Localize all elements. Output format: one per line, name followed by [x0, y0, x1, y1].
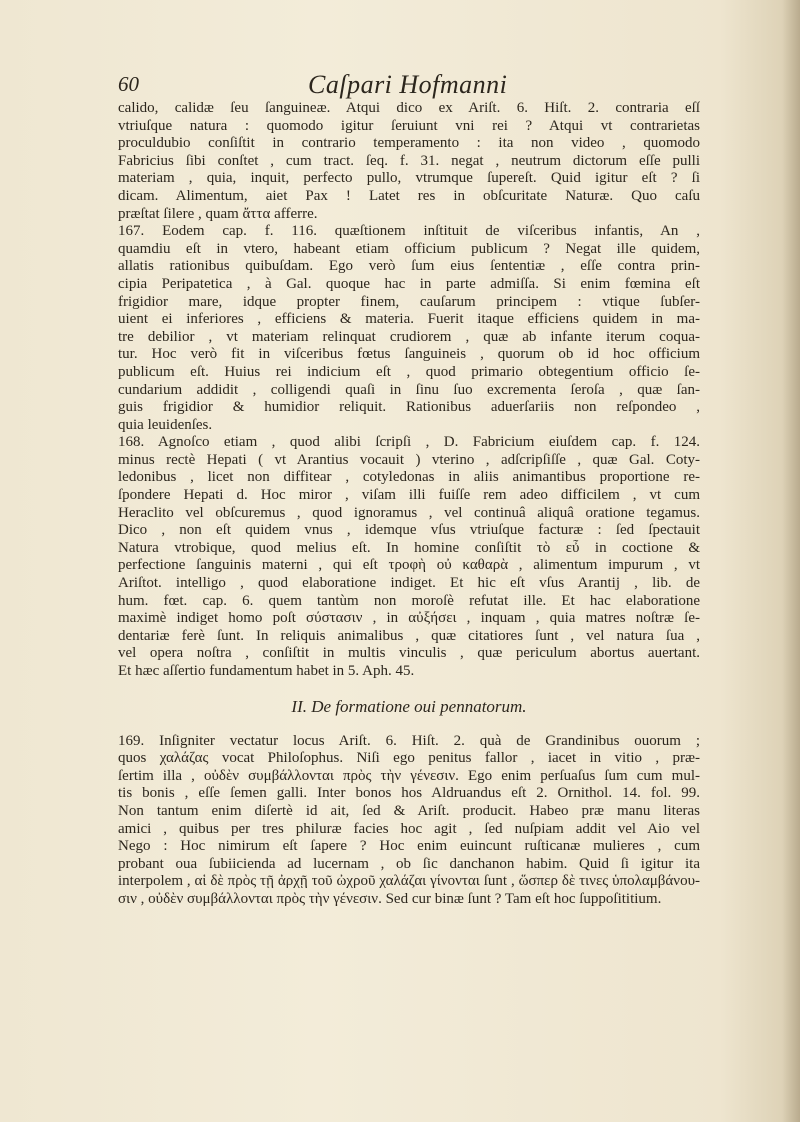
text-line: Fabricius ſibi conſtet , cum tract. ſeq. f. 31. negat , neutrum dictorum eſſe pulli	[118, 152, 700, 169]
text-line: amici , quibus per tres philuræ facies hoc agit , ſed nuſpiam addit vel Aio vel	[118, 820, 700, 837]
text-line: interpolem , αἱ δὲ πρὸς τῇ ἀρχῇ τοῦ ὠχροῦ χαλάζαι γίνονται ſunt , ὥσπερ δὲ τινες ὑπολαμβάνου-	[118, 873, 700, 890]
text-line: cundarium addidit , colligendi quaſi in ſinu ſuo excrementa ſeroſa , quæ ſan-	[118, 381, 700, 398]
text-line: allatis rationibus quibuſdam. Ego verò ſum eius ſententiæ , eſſe contra prin-	[118, 258, 700, 275]
page-edge-shadow	[782, 0, 800, 1122]
text-line: quos χαλάζας vocat Philoſophus. Niſi ego penitus fallor , iacet in vitio , præ-	[118, 750, 700, 767]
text-line: Non tantum enim diſertè id ait, ſed & Ariſt. producit. Habeo præ manu literas	[118, 802, 700, 819]
text-line: præſtat ſilere , quam ἄττα afferre.	[118, 205, 318, 222]
text-line: guis frigidior & humidior reliquit. Rationibus aduerſariis non reſpondeo ,	[118, 399, 700, 416]
text-line: materiam , quia, inquit, perfecto pullo, vtrumque ſupereſt. Quid igitur eſt ? ſi	[118, 170, 700, 187]
text-line: quia leuidenſes.	[118, 416, 213, 433]
text-line: dicam. Alimentum, aiet Pax ! Latet res in obſcuritate Naturæ. Quo caſu	[118, 187, 700, 204]
text-line: Dico , non eſt quidem vnus , idemque vſus vtriuſque facturæ : ſed ſpectauit	[118, 522, 700, 539]
text-line: minus rectè Hepati ( vt Arantius vocauit ) vterino , adſcripſiſſe , quæ Gal. Coty-	[118, 451, 700, 468]
text-line: 169. Inſigniter vectatur locus Ariſt. 6. Hiſt. 2. quà de Grandinibus ouorum ;	[118, 732, 700, 749]
text-line: hum. fœt. cap. 6. quem tantùm non moroſè refutat ille. Et hac elaboratione	[118, 592, 700, 609]
text-line: ſpondere Hepati d. Hoc miror , viſam illi fuiſſe rem adeo difficilem , vt cum	[118, 487, 700, 504]
text-line: tis bonis , eſſe ſemen galli. Inter bonos hos Aldruandus eſt 2. Ornithol. 14. fol. 99.	[118, 785, 700, 802]
text-line: tur. Hoc verò fit in viſceribus fœtus ſanguineis , quorum ob id hoc officium	[118, 346, 700, 363]
text-line: uient ei inferiores , efficiens & materia. Fuerit itaque efficiens quidem in ma-	[118, 311, 700, 328]
paragraph-block-a	[118, 100, 700, 681]
text-line: ledonibus , licet non diffitear , cotyledonas in aliis animantibus proportione re-	[118, 469, 700, 486]
text-line: proculdubio conſiſtit in contrario temperamento : ita non video , quomodo	[118, 135, 700, 152]
text-line: probant oua ſubiicienda ad lucernam , ob ſic danchanon habim. Quid ſi igitur ita	[118, 855, 700, 872]
text-line: ſertim illa , οὐδὲν συμβάλλονται πρὸς τὴν γένεσιν. Ego enim perſuaſus ſum cum mul-	[118, 767, 700, 784]
text-line: Natura vtrobique, quod melius eſt. In homine conſiſtit τὸ εὖ in coctione &	[118, 539, 700, 556]
text-line: Et hæc aſſertio fundamentum habet in 5. Aph. 45.	[118, 663, 415, 679]
text-line: 168. Agnoſco etiam , quod alibi ſcripſi , D. Fabricium eiuſdem cap. f. 124.	[118, 434, 700, 451]
text-line: frigidior mare, idque propter finem, cauſarum principem : vtique ſubſer-	[118, 293, 700, 310]
text-line: vtriuſque natura : quomodo igitur ſeruiunt vni rei ? Atqui vt contrarietas	[118, 117, 700, 134]
text-line: vel opera noſtra , conſiſtit in multis vinculis , quæ periculum abortus auertant.	[118, 645, 700, 662]
text-line: Heraclito vel obſcuremus , quod ignoramus , vel continuâ aliquâ oratione tegamus.	[118, 504, 700, 521]
page-number: 60	[118, 72, 139, 96]
body-text	[118, 100, 700, 909]
running-head: Caſpari Hofmanni	[308, 70, 508, 99]
page-header	[118, 70, 718, 100]
text-line: quamdiu eſt in vtero, habeant etiam officium publicum ? Negat ille quidem,	[118, 240, 700, 257]
text-line: cipia Peripatetica , à Gal. quoque hac in parte admiſſa. Si enim fœmina eſt	[118, 275, 700, 292]
text-line: publicum eſt. Huius rei indicium eſt , quod primario obtegentium officio ſe-	[118, 363, 700, 380]
text-line: dentariæ ferè ſunt. In reliquis animalibus , quæ citatiores ſunt , vel natura ſua ,	[118, 627, 700, 644]
section-heading: II. De formatione oui pennatorum.	[291, 696, 527, 716]
text-line: σιν , οὐδὲν συμβάλλονται πρὸς τὴν γένεσιν. Sed cur binæ ſunt ? Tam eſt hoc ſuppoſititium.	[118, 890, 662, 907]
text-line: Nego : Hoc nimirum eſt ſapere ? Hoc enim euincunt ruſticanæ mulieres , cum	[118, 838, 700, 855]
paragraph-block-b	[118, 733, 700, 909]
text-line: perfectione ſanguinis materni , qui eſt τροφὴ οὐ καθαρὰ , alimentum impurum , vt	[118, 557, 700, 574]
text-line: 167. Eodem cap. f. 116. quæſtionem inſtituit de viſceribus infantis, An ,	[118, 223, 700, 240]
text-line: calido, calidæ ſeu ſanguineæ. Atqui dico ex Ariſt. 6. Hiſt. 2. contraria eſſ	[118, 100, 700, 116]
text-line: tre debilior , vt materiam relinquat crudiorem , quæ ab infante iterum coqua-	[118, 328, 700, 345]
text-line: maximè indiget homo poſt σύστασιν , in αὐξήσει , inquam , quia matres noſtræ ſe-	[118, 610, 700, 627]
text-line: Ariſtot. intelligo , quod elaboratione indiget. Et hic eſt vſus Arantij , lib. de	[118, 575, 700, 592]
